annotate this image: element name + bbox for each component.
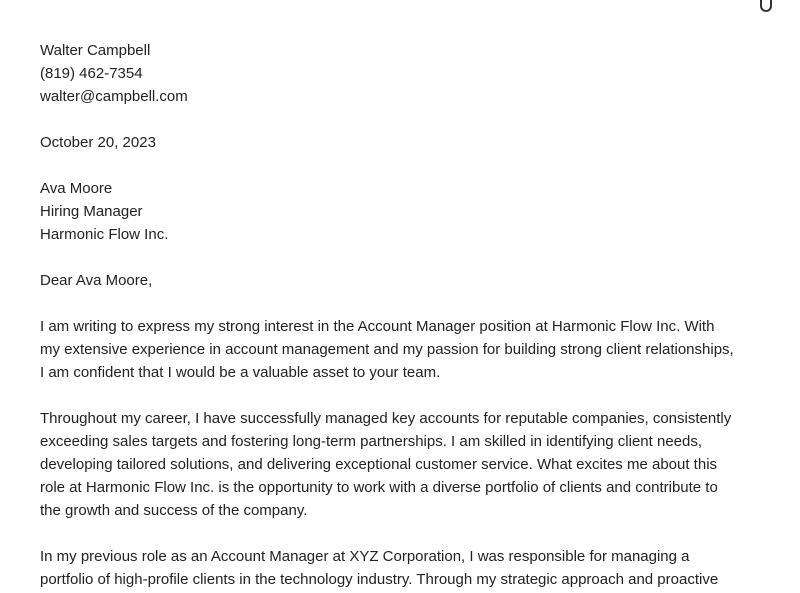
paragraph-3 xyxy=(40,545,780,591)
sender-name: Walter Campbell xyxy=(40,42,151,59)
paragraph-line: the growth and success of the company. xyxy=(40,502,308,519)
paragraph-line: portfolio of high-profile clients in the technology industry. Through my strategic approach and proactive xyxy=(40,571,719,588)
paperclip-icon[interactable] xyxy=(760,0,772,12)
paragraph-line: I am writing to express my strong interest in the Account Manager position at Harmonic Flow Inc. With xyxy=(40,318,715,335)
paragraph-line: developing tailored solutions, and delivering exceptional customer service. What excites me about this xyxy=(40,456,718,473)
sender-email: walter@campbell.com xyxy=(40,88,188,105)
letter-date: October 20, 2023 xyxy=(40,134,156,151)
paragraph-line: my extensive experience in account management and my passion for building strong client relationships, xyxy=(40,341,734,358)
recipient-title: Hiring Manager xyxy=(40,203,143,220)
sender-phone: (819) 462-7354 xyxy=(40,65,143,82)
paragraph-1 xyxy=(40,315,780,384)
salutation: Dear Ava Moore, xyxy=(40,272,153,289)
cover-letter-document xyxy=(40,39,780,591)
paragraph-line: exceeding sales targets and fostering long-term partnerships. I am skilled in identifying client needs, xyxy=(40,433,703,450)
paragraph-line: I am confident that I would be a valuable asset to your team. xyxy=(40,364,441,381)
recipient-company: Harmonic Flow Inc. xyxy=(40,226,169,243)
paragraph-line: role at Harmonic Flow Inc. is the opportunity to work with a diverse portfolio of clients and contribute to xyxy=(40,479,718,496)
paragraph-2 xyxy=(40,407,780,522)
paragraph-line: Throughout my career, I have successfully managed key accounts for reputable companies, consistently xyxy=(40,410,732,427)
recipient-name: Ava Moore xyxy=(40,180,113,197)
paragraph-line: In my previous role as an Account Manager at XYZ Corporation, I was responsible for managing a xyxy=(40,548,690,565)
